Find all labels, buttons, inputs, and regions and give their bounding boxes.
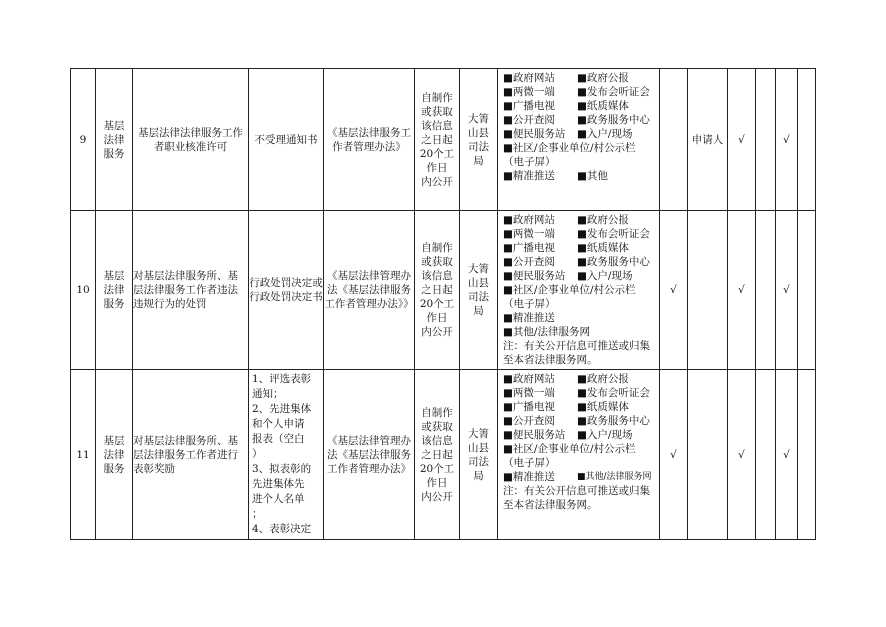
check-cell	[798, 211, 816, 370]
table-row	[71, 370, 816, 540]
channel-option: ■政府网站	[503, 214, 555, 226]
document-line: 进个人名单	[252, 493, 305, 505]
time-limit-cell	[415, 69, 460, 211]
check-cell: √	[728, 211, 756, 370]
channel-option: ■便民服务站	[503, 128, 566, 140]
table-row	[71, 211, 816, 370]
time-limit-cell	[415, 370, 460, 540]
category-text: 基层 法律 服务	[103, 119, 125, 160]
document-line: 报表（空白	[252, 433, 305, 445]
check-cell	[756, 370, 776, 540]
row-number: 9	[71, 69, 96, 211]
check-cell: √	[660, 370, 688, 540]
channel-line	[503, 227, 657, 241]
channel-note: 注：有关公开信息可推送或归集至本省法律服务网。	[503, 340, 650, 366]
channel-option: （电子屏）	[503, 298, 556, 310]
channel-line	[503, 400, 657, 414]
channels-cell	[498, 69, 660, 211]
channel-option: ■广播电视	[503, 100, 555, 112]
time-limit-cell	[415, 211, 460, 370]
row-number: 10	[71, 211, 96, 370]
channel-option: ■政务服务中心	[577, 415, 650, 427]
channel-option: ■社区/企事业单位/村公示栏	[503, 443, 636, 455]
channel-option: ■其他	[577, 170, 608, 182]
check-cell	[660, 69, 688, 211]
category-cell	[96, 211, 133, 370]
channel-option: ■两微一端	[503, 228, 555, 240]
channel-option: ■其他/法律服务网	[503, 326, 590, 338]
document-line: 4、表彰决定	[252, 523, 312, 535]
check-cell	[756, 211, 776, 370]
channel-line	[503, 71, 657, 85]
document-line: ）	[252, 448, 263, 460]
channel-option: ■广播电视	[503, 401, 555, 413]
channels-cell	[498, 370, 660, 540]
channel-line	[503, 99, 657, 113]
document-line: ；	[252, 508, 263, 520]
channel-option: ■发布会听证会	[577, 387, 650, 399]
agency-text: 大箐 山县 司法 局	[468, 263, 489, 317]
item-cell: 对基层法律服务所、基层法律服务工作者违法违规行为的处罚	[133, 211, 249, 370]
channel-option: ■公开查阅	[503, 256, 555, 268]
basis-cell: 《基层法律服务工作者管理办法》	[324, 69, 415, 211]
channel-option: ■社区/企事业单位/村公示栏	[503, 284, 636, 296]
check-cell: √	[728, 69, 756, 211]
disclosure-table	[70, 68, 816, 540]
check-cell	[756, 69, 776, 211]
channel-option: ■纸质媒体	[577, 100, 629, 112]
channel-option: ■社区/企事业单位/村公示栏	[503, 142, 636, 154]
channel-option: ■两微一端	[503, 387, 555, 399]
channel-line	[503, 127, 657, 141]
channel-option: ■发布会听证会	[577, 86, 650, 98]
channel-option: ■其他/法律服务网	[577, 472, 652, 482]
document-cell: 不受理通知书	[249, 69, 324, 211]
channel-option: ■精准推送	[503, 471, 555, 483]
document-line: 先进集体先	[252, 478, 305, 490]
category-text: 基层 法律 服务	[103, 434, 125, 475]
check-cell: √	[776, 69, 798, 211]
row-number: 11	[71, 370, 96, 540]
channel-option: ■政务服务中心	[577, 256, 650, 268]
item-cell: 对基层法律服务所、基层法律服务工作者进行表彰奖励	[133, 370, 249, 540]
time-limit-text: 自制作 或获取 该信息 之日起 20个工 作日 内公开	[419, 242, 455, 338]
document-line: 1、评选表彰	[252, 373, 312, 385]
channel-line	[503, 414, 657, 428]
document-line: 和个人申请	[252, 418, 305, 430]
channels-cell	[498, 211, 660, 370]
agency-text: 大箐 山县 司法 局	[468, 112, 489, 167]
channel-option: ■政府网站	[503, 373, 555, 385]
check-cell	[798, 370, 816, 540]
channel-option: ■入户/现场	[577, 128, 633, 140]
subject-cell	[688, 211, 728, 370]
channel-option: ■政务服务中心	[577, 114, 650, 126]
document-list	[249, 370, 323, 539]
document-cell: 行政处罚决定或行政处罚决定书	[249, 211, 324, 370]
document-line: 通知；	[252, 388, 284, 400]
check-cell: √	[660, 211, 688, 370]
channel-option: ■纸质媒体	[577, 401, 629, 413]
channel-option: ■公开查阅	[503, 415, 555, 427]
channel-option: ■发布会听证会	[577, 228, 650, 240]
channel-option: ■便民服务站	[503, 270, 566, 282]
channel-line	[503, 241, 657, 255]
channel-option: ■公开查阅	[503, 114, 555, 126]
agency-cell	[460, 370, 498, 540]
category-cell	[96, 370, 133, 540]
subject-cell: 申请人	[688, 69, 728, 211]
channel-line	[503, 386, 657, 400]
check-cell: √	[728, 370, 756, 540]
channel-option: ■精准推送	[503, 312, 555, 324]
channel-line	[503, 85, 657, 99]
channel-option: ■入户/现场	[577, 429, 633, 441]
subject-cell	[688, 370, 728, 540]
channel-line	[503, 372, 657, 386]
category-cell	[96, 69, 133, 211]
channel-option: ■两微一端	[503, 86, 555, 98]
table-row	[71, 69, 816, 211]
channel-option: ■便民服务站	[503, 429, 566, 441]
channel-option: ■精准推送	[503, 170, 555, 182]
time-limit-text: 自制作 或获取 该信息 之日起 20个工 作日 内公开	[419, 406, 455, 503]
item-cell: 基层法律法律服务工作者职业核准许可	[133, 69, 249, 211]
channel-line	[503, 213, 657, 227]
agency-cell	[460, 69, 498, 211]
channel-option: ■广播电视	[503, 242, 555, 254]
agency-text: 大箐 山县 司法 局	[468, 427, 489, 482]
basis-cell: 《基层法律管理办法《基层法律服务工作者管理办法》	[324, 370, 415, 540]
basis-cell: 《基层法律管理办法《基层法律服务工作者管理办法》》	[324, 211, 415, 370]
channel-line	[503, 113, 657, 127]
channel-option: ■入户/现场	[577, 270, 633, 282]
channel-line	[503, 428, 657, 442]
channel-option: ■政府网站	[503, 72, 555, 84]
channel-line	[503, 470, 657, 484]
check-cell: √	[776, 370, 798, 540]
channel-line	[503, 269, 657, 283]
agency-cell	[460, 211, 498, 370]
channel-line	[503, 169, 657, 183]
channel-option: ■政府公报	[577, 214, 629, 226]
document-line: 3、拟表彰的	[252, 463, 312, 475]
check-cell: √	[776, 211, 798, 370]
channel-option: ■政府公报	[577, 373, 629, 385]
time-limit-text: 自制作 或获取 该信息 之日起 20个工 作日 内公开	[419, 91, 455, 188]
channel-option: ■纸质媒体	[577, 242, 629, 254]
channel-note: 注：有关公开信息可推送或归集至本省法律服务网。	[503, 485, 650, 511]
channel-line	[503, 255, 657, 269]
check-cell	[798, 69, 816, 211]
channel-option: （电子屏）	[503, 457, 556, 469]
document-cell	[249, 370, 324, 540]
channel-option: （电子屏）	[503, 156, 556, 168]
document-line: 2、先进集体	[252, 403, 312, 415]
category-text: 基层 法律 服务	[103, 270, 125, 310]
channel-option: ■政府公报	[577, 72, 629, 84]
